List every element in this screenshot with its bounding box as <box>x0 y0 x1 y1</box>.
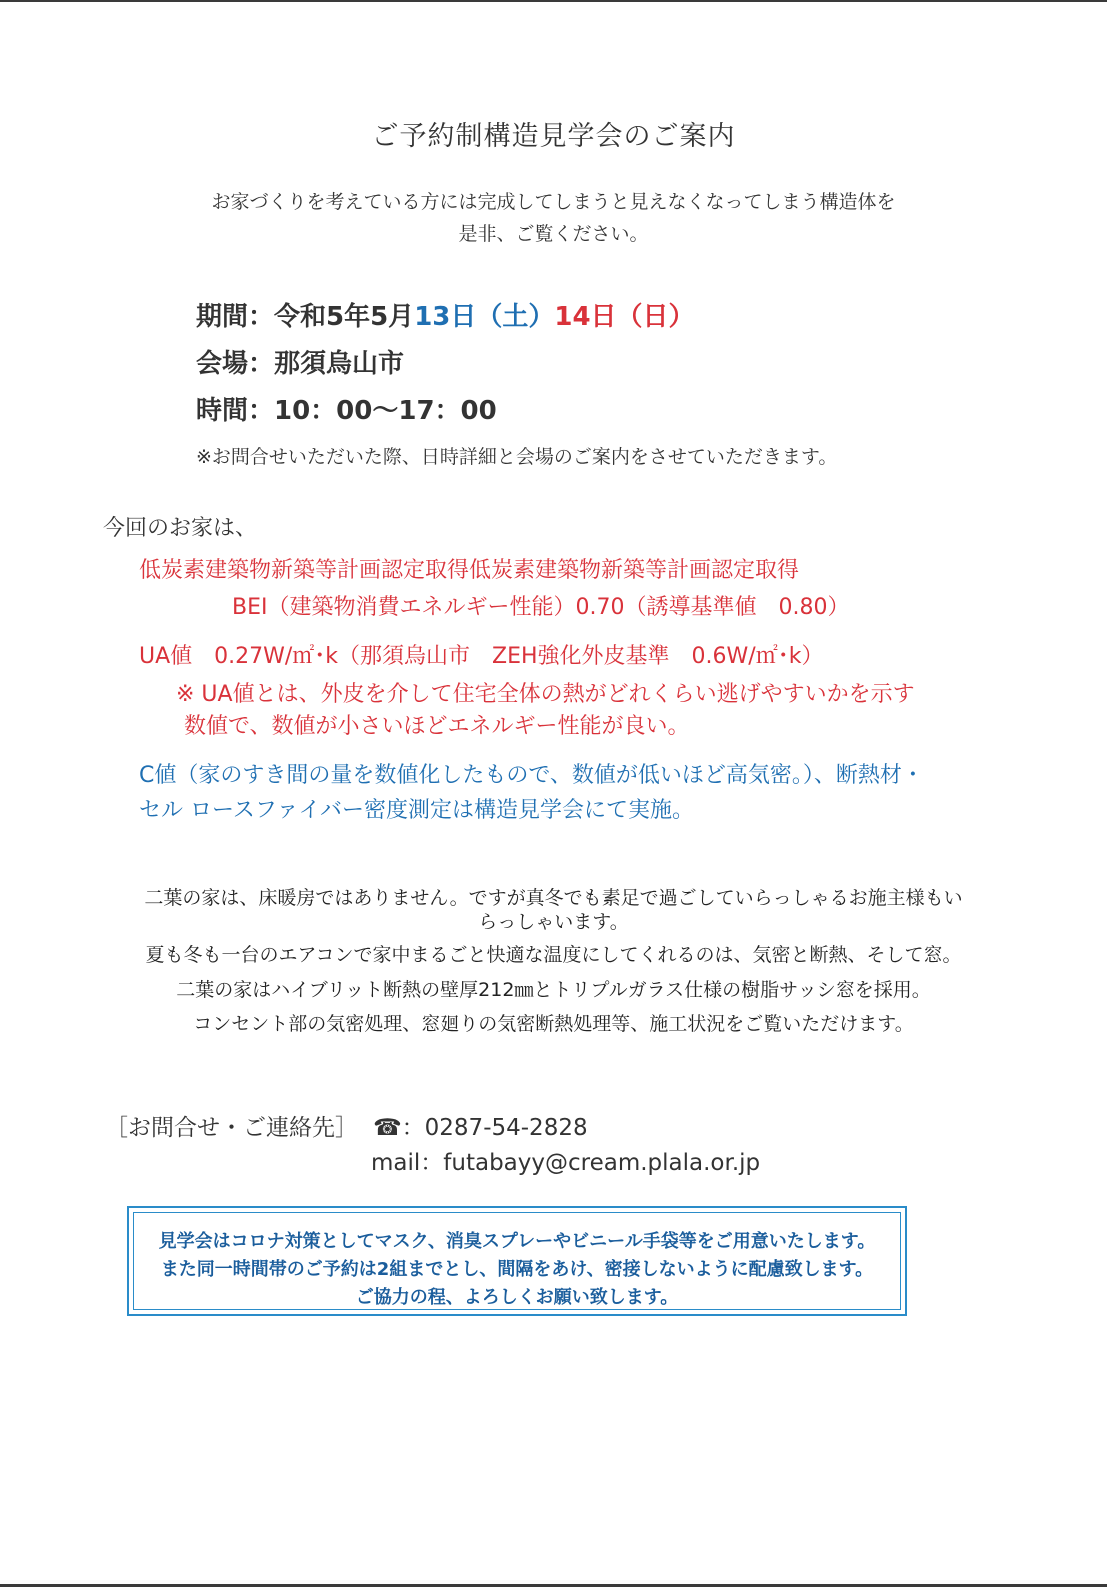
page-title: ご予約制構造見学会のご案内 <box>371 121 736 152</box>
body-line-4: 二葉の家はハイブリット断熱の壁厚212㎜とトリプルガラス仕様の樹脂サッシ窓を採用。 <box>176 979 931 1001</box>
contact-phone <box>373 1109 588 1142</box>
ua-value-text: UA値 0.27W/㎡･k（那須烏山市 ZEH強化外皮基準 0.6W/㎡･k） <box>139 644 824 669</box>
contact-label: ［お問合せ・ご連絡先］ <box>105 1115 358 1141</box>
covid-notice-inner-border <box>133 1212 901 1310</box>
period-sunday: 14日（日） <box>554 302 695 332</box>
notice-line-2: また同一時間帯のご予約は2組までとし、間隔をあけ、密接しないように配慮致します。 <box>160 1259 874 1280</box>
body-line-3: 夏も冬も一台のエアコンで家中まるごと快適な温度にしてくれるのは、気密と断熱、そして窓。 <box>145 944 962 966</box>
bei-text: BEI（建築物消費エネルギー性能）0.70（誘導基準値 0.80） <box>232 595 850 620</box>
contact-mail: mail：futabayy@cream.plala.or.jp <box>371 1150 761 1176</box>
event-period <box>196 296 695 333</box>
phone-number: ：0287-54-2828 <box>401 1115 588 1141</box>
c-value-line-2: セル ロースファイバー密度測定は構造見学会にて実施。 <box>139 798 695 823</box>
intro-line-2: 是非、ご覧ください。 <box>458 223 649 245</box>
covid-notice-box <box>127 1206 907 1316</box>
c-value-line-1: C値（家のすき間の量を数値化したもので、数値が低いほど高気密。）、断熱材・ <box>139 763 924 788</box>
notice-line-3: ご協力の程、よろしくお願い致します。 <box>355 1287 679 1308</box>
event-venue: 会場：那須烏山市 <box>196 349 405 379</box>
scan-edge-top <box>0 0 1107 2</box>
period-saturday: 13日（土） <box>414 302 555 332</box>
body-line-2: らっしゃいます。 <box>478 911 629 933</box>
body-line-1: 二葉の家は、床暖房ではありません。ですが真冬でも素足で過ごしていらっしゃるお施主様もい <box>144 887 963 909</box>
period-label: 期間：令和5年5月 <box>196 302 415 332</box>
house-heading: 今回のお家は、 <box>103 516 258 541</box>
inquiry-note: ※お問合せいただいた際、日時詳細と会場のご案内をさせていただきます。 <box>196 446 838 468</box>
intro-line-1: お家づくりを考えている方には完成してしまうと見えなくなってしまう構造体を <box>211 191 896 213</box>
event-time: 時間：10：00～17：00 <box>196 396 497 426</box>
certification-text: 低炭素建築物新築等計画認定取得低炭素建築物新築等計画認定取得 <box>139 558 800 583</box>
notice-line-1: 見学会はコロナ対策としてマスク、消臭スプレーやビニール手袋等をご用意いたします。 <box>158 1231 876 1252</box>
body-line-5: コンセント部の気密処理、窓廻りの気密断熱処理等、施工状況をご覧いただけます。 <box>193 1013 914 1035</box>
ua-note-line-1: ※ UA値とは、外皮を介して住宅全体の熱がどれくらい逃げやすいかを示す <box>176 682 915 707</box>
ua-note-line-2: 数値で、数値が小さいほどエネルギー性能が良い。 <box>184 714 690 739</box>
phone-icon: ☎ <box>373 1115 402 1141</box>
